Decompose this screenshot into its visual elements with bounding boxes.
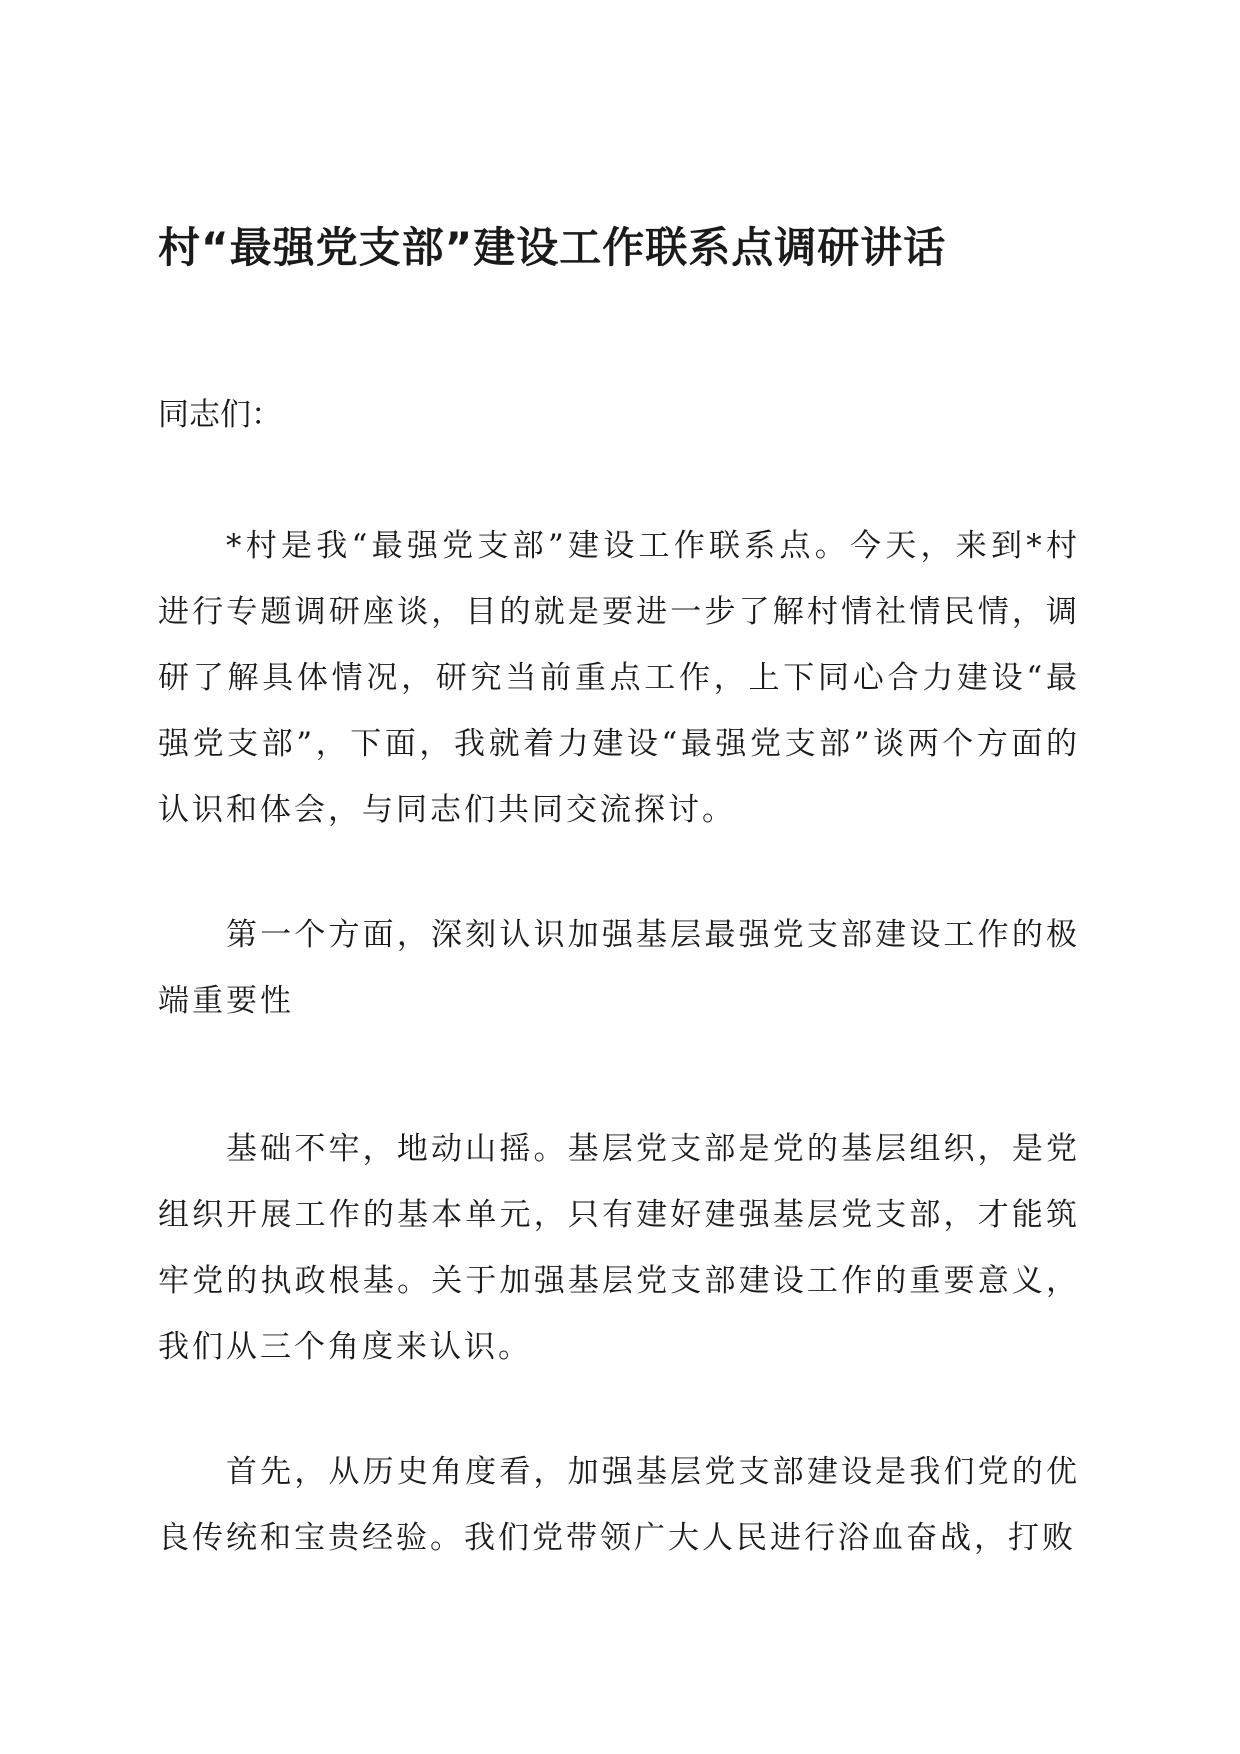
document-title: 村“最强党支部”建设工作联系点调研讲话 bbox=[158, 223, 947, 272]
salutation: 同志们： bbox=[158, 397, 282, 433]
paragraph-history: 首先，从历史角度看，加强基层党支部建设是我们党的优良传统和宝贵经验。我们党带领广大人民进行浴血奋战，打败 bbox=[158, 1454, 1080, 1556]
paragraph-foundation: 基础不牢，地动山摇。基层党支部是党的基层组织，是党组织开展工作的基本单元，只有建好建强基层党支部，才能筑牢党的执政根基。关于加强基层党支部建设工作的重要意义，我们从三个角度来认识。 bbox=[158, 1131, 1080, 1365]
paragraph-section-heading: 第一个方面，深刻认识加强基层最强党支部建设工作的极端重要性 bbox=[158, 917, 1080, 1019]
paragraph-intro: *村是我“最强党支部”建设工作联系点。今天，来到*村进行专题调研座谈，目的就是要进一步了解村情社情民情，调研了解具体情况，研究当前重点工作，上下同心合力建设“最强党支部”，下面，我就着力建设“最强党支部”谈两个方面的认识和体会，与同志们共同交流探讨。 bbox=[158, 528, 1080, 828]
